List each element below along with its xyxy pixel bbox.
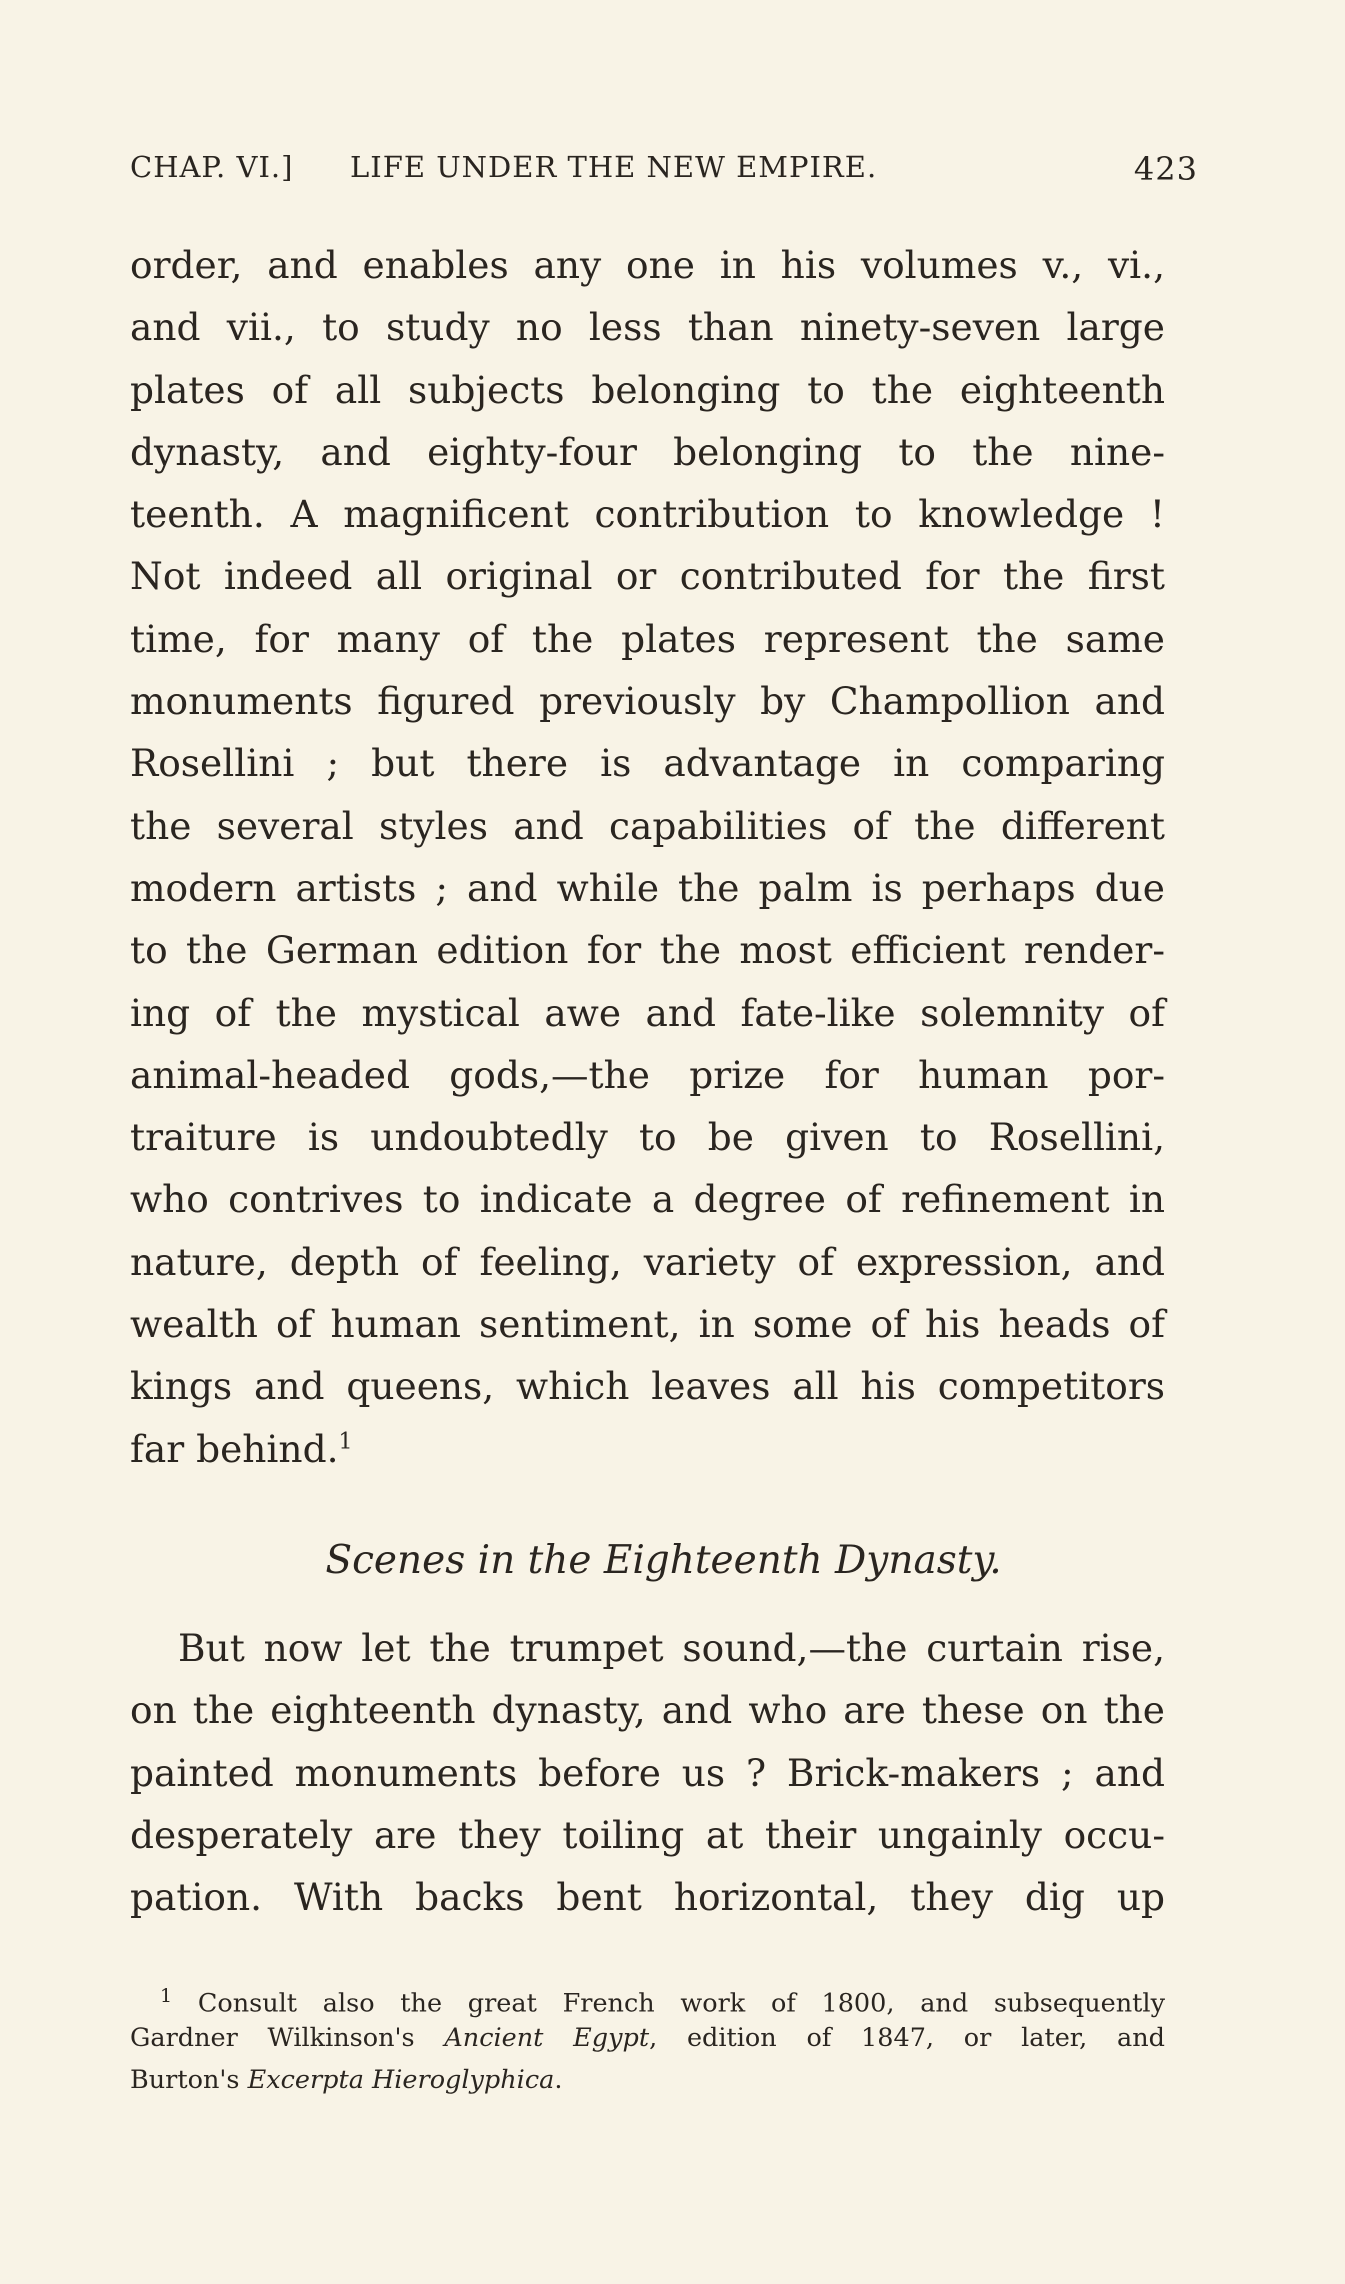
text-line: on the eighteenth dynasty, and who are these on the [130, 1688, 1165, 1733]
text-line: animal-headed gods,—the prize for human por- [130, 1052, 1165, 1097]
paragraph-1 [130, 234, 1165, 1480]
footnote-reference: 1 [338, 1429, 353, 1455]
running-title: LIFE UNDER THE NEW EMPIRE. [350, 150, 878, 184]
footnote-marker: 1 [160, 1985, 173, 2007]
text-line: order, and enables any one in his volumes v., vi., [130, 243, 1165, 287]
text-line: pation. With backs bent horizontal, they dig up [130, 1875, 1165, 1920]
book-title: Excerpta Hieroglyphica [247, 2065, 555, 2095]
text-line: teenth. A magnificent contribution to knowledge ! [130, 492, 1165, 537]
text-line: nature, depth of feeling, variety of expression, and [130, 1239, 1165, 1284]
book-title: Ancient Egypt [444, 2023, 650, 2053]
footnote-text: Gardner Wilkinson's [130, 2023, 445, 2053]
text-line: ing of the mystical awe and fate-like solemnity of [130, 990, 1165, 1035]
text-line: But now let the trumpet sound,—the curtain rise, [178, 1626, 1165, 1670]
text-line-last [130, 1418, 1165, 1480]
text-line: to the German edition for the most efficient render- [130, 928, 1165, 973]
footnote-line [130, 1975, 1165, 2017]
text-line: wealth of human sentiment, in some of his heads of [130, 1302, 1165, 1347]
paragraph-2 [130, 1617, 1165, 1928]
footnote-line [130, 2017, 1165, 2059]
last-line-text: far behind. [130, 1426, 339, 1471]
text-line: Rosellini ; but there is advantage in comparing [130, 741, 1165, 786]
footnote-text: . [554, 2065, 563, 2095]
text-line: desperately are they toiling at their ungainly occu- [130, 1812, 1165, 1857]
text-line: who contrives to indicate a degree of refinement in [130, 1177, 1165, 1222]
footnote-text: Burton's [130, 2065, 248, 2095]
running-head [130, 150, 1198, 190]
text-line: Not indeed all original or contributed for the first [130, 554, 1165, 599]
section-heading [0, 1538, 1345, 1583]
footnote-text: , edition of 1847, or later, and [649, 2023, 1165, 2053]
text-line: dynasty, and eighty-four belonging to the nine- [130, 429, 1165, 474]
chapter-label: CHAP. VI.] [130, 150, 294, 184]
text-line: and vii., to study no less than ninety-seven large [130, 305, 1165, 350]
text-line: the several styles and capabilities of the different [130, 803, 1165, 848]
text-line: modern artists ; and while the palm is perhaps due [130, 865, 1165, 910]
footnote-text: Consult also the great French work of 1800, and subsequently [197, 1988, 1165, 2019]
footnote [130, 1975, 1165, 2101]
text-line: painted monuments before us ? Brick-makers ; and [130, 1750, 1165, 1795]
section-heading-text: Scenes in the Eighteenth Dynasty. [325, 1538, 1002, 1583]
text-line: time, for many of the plates represent the same [130, 616, 1165, 661]
page-number: 423 [1133, 150, 1198, 188]
footnote-line [130, 2059, 1165, 2101]
text-line: monuments figured previously by Champollion and [130, 679, 1165, 724]
text-line: traiture is undoubtedly to be given to Rosellini, [130, 1115, 1165, 1160]
text-line: kings and queens, which leaves all his competitors [130, 1364, 1165, 1409]
text-line: plates of all subjects belonging to the eighteenth [130, 367, 1165, 412]
